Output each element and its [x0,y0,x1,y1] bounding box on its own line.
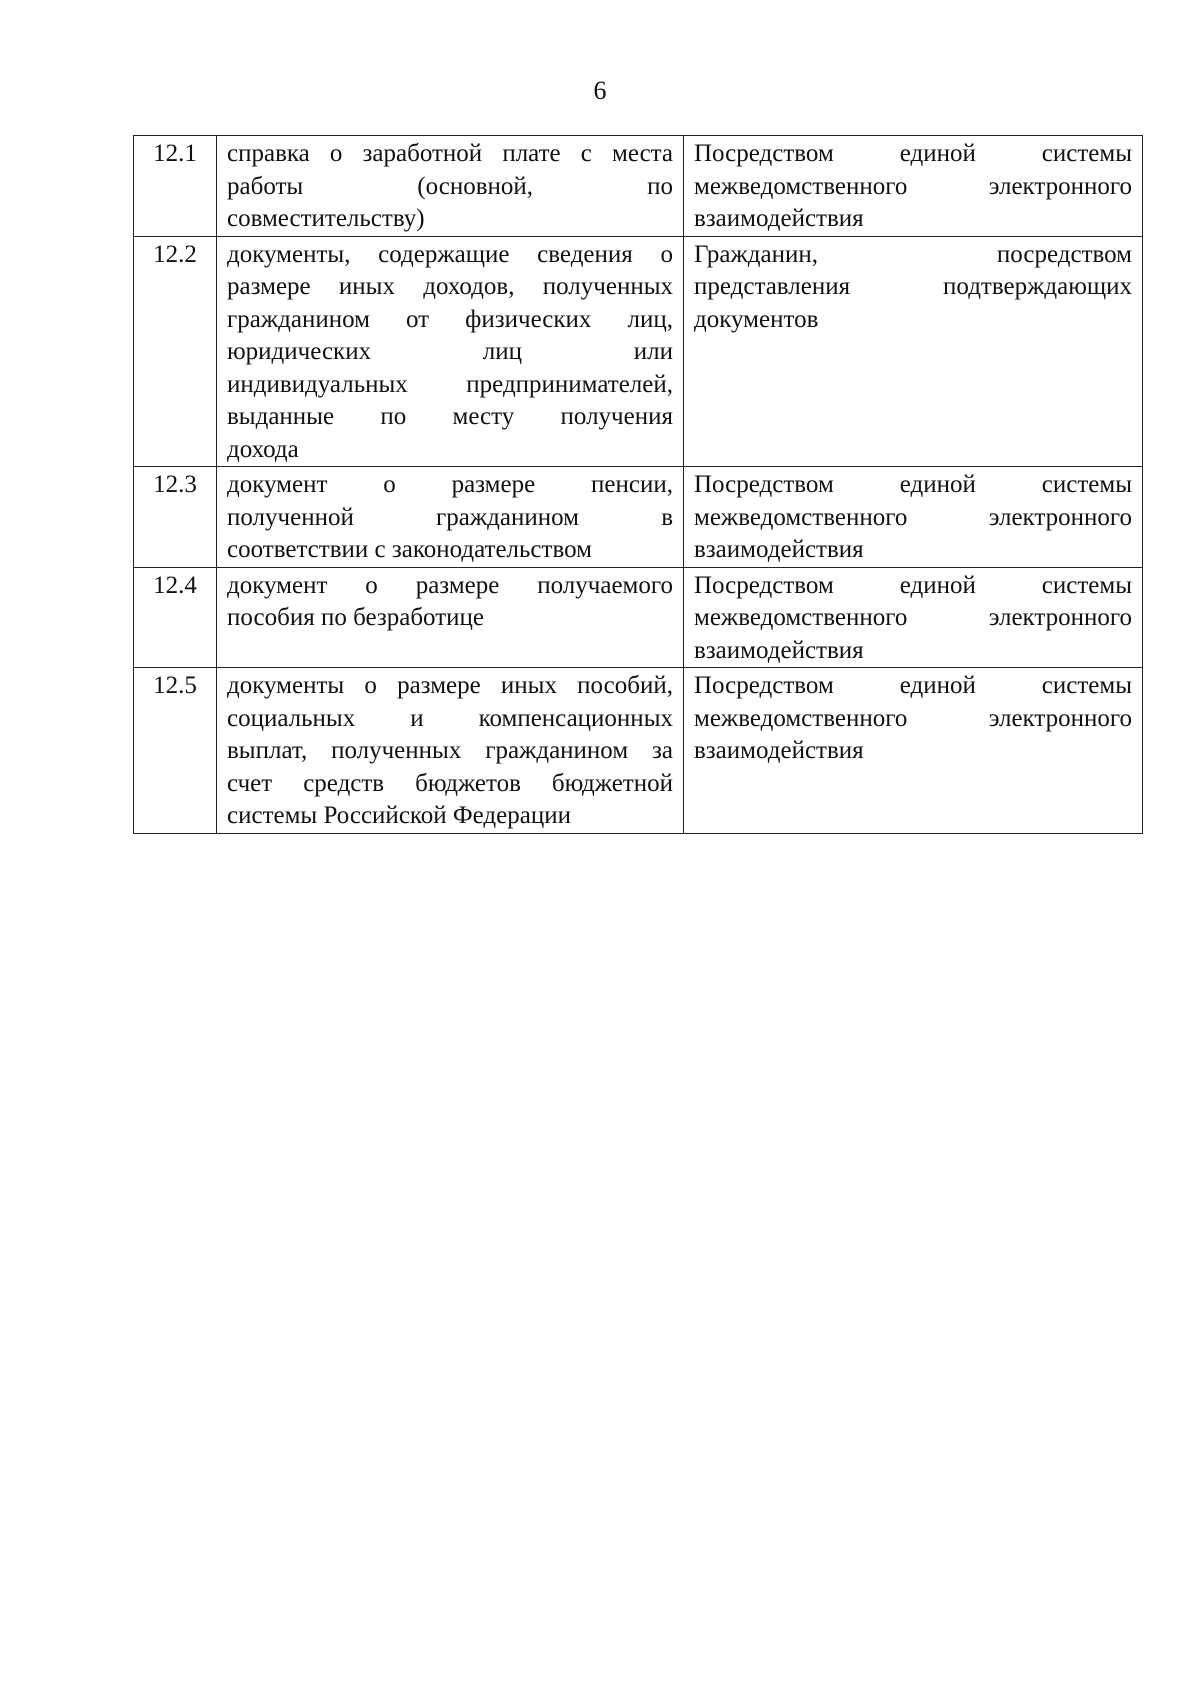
documents-table [133,135,1143,834]
submission-method-line: Гражданин, посредством [694,240,1132,268]
submission-method-line: взаимодействия [694,636,864,664]
document-description-cell [217,236,684,467]
table-row [134,567,1143,668]
document-description-line: документ о размере пенсии, [227,471,673,498]
submission-method-cell [684,236,1143,467]
submission-method-line: межведомственного электронного [694,604,1132,631]
document-description-line: индивидуальных предпринимателей, [227,370,673,398]
submission-method-line: межведомственного электронного [694,172,1132,200]
document-description-line: счет средств бюджетов бюджетной [227,769,673,797]
table-row [134,668,1143,834]
document-description-line: дохода [227,435,299,463]
row-number-cell: 12.1 [134,136,217,237]
document-description-line: соответствии с законодательством [227,536,592,563]
document-description-line: документы о размере иных пособий, [227,672,673,699]
submission-method-line: межведомственного электронного [694,704,1132,732]
document-description-line: документ о размере получаемого [227,571,673,599]
document-description-cell [217,668,684,834]
document-description-line: выплат, полученных гражданином за [227,737,673,764]
submission-method-line: межведомственного электронного [694,503,1132,531]
document-description-cell [217,567,684,668]
document-description-cell [217,136,684,237]
document-description-line: совместительству) [227,205,425,232]
table-row [134,467,1143,568]
submission-method-line: Посредством единой системы [694,571,1132,599]
submission-method-line: Посредством единой системы [694,140,1132,167]
document-description-line: юридических лиц или [227,338,673,365]
submission-method-line: Посредством единой системы [694,672,1132,699]
document-description-line: системы Российской Федерации [227,802,571,829]
submission-method-cell [684,136,1143,237]
table-row [134,136,1143,237]
document-description-line: полученной гражданином в [227,503,673,531]
document-description-line: документы, содержащие сведения о [227,240,673,268]
submission-method-line: документов [694,305,819,333]
submission-method-line: взаимодействия [694,536,864,563]
row-number-cell: 12.2 [134,236,217,467]
table-row [134,236,1143,467]
document-description-line: справка о заработной плате с места [227,140,673,167]
submission-method-cell [684,567,1143,668]
row-number-cell: 12.5 [134,668,217,834]
submission-method-line: Посредством единой системы [694,471,1132,498]
document-description-line: работы (основной, по [227,172,673,200]
document-description-line: пособия по безработице [227,604,485,631]
row-number-cell: 12.4 [134,567,217,668]
submission-method-line: представления подтверждающих [694,273,1132,300]
document-description-line: размере иных доходов, полученных [227,273,673,300]
documents-table-body [134,136,1143,834]
submission-method-line: взаимодействия [694,205,864,232]
row-number-cell: 12.3 [134,467,217,568]
submission-method-cell [684,668,1143,834]
document-description-line: гражданином от физических лиц, [227,305,673,333]
document-description-line: выданные по месту получения [227,403,673,430]
submission-method-line: взаимодействия [694,737,864,764]
page-number: 6 [593,76,607,105]
document-description-line: социальных и компенсационных [227,704,673,732]
submission-method-cell [684,467,1143,568]
document-description-cell [217,467,684,568]
